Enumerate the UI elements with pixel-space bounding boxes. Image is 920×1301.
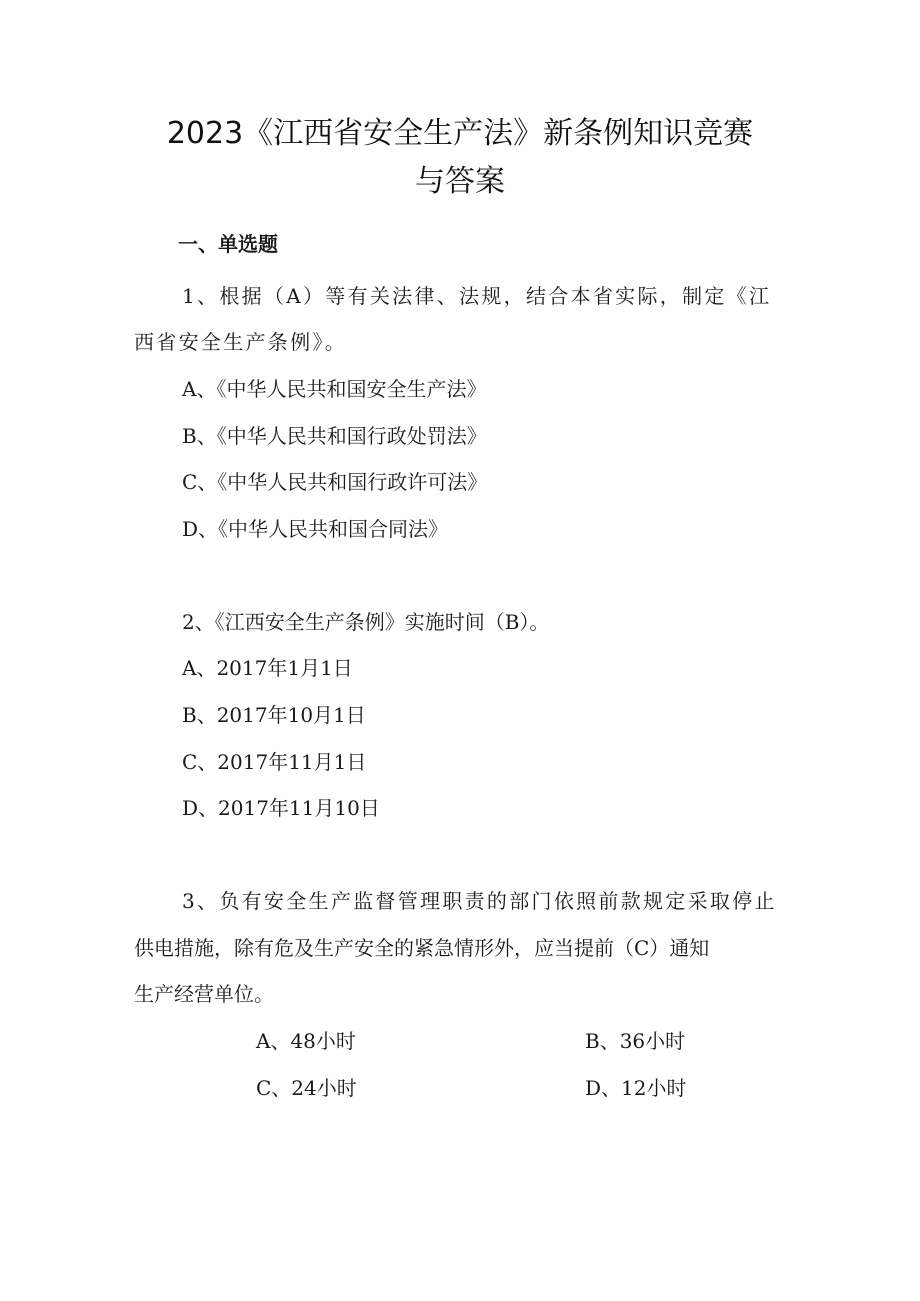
question-1-option-a: A、《中华人民共和国安全生产法》: [182, 377, 487, 401]
question-2-option-d: D、2017年11月10日: [182, 796, 380, 820]
question-3-option-a: A、48小时: [256, 1029, 356, 1053]
question-2-option-c: C、2017年11月1日: [182, 750, 367, 774]
question-2-option-b: B、2017年10月1日: [182, 703, 366, 727]
question-1-option-d: D、《中华人民共和国合同法》: [182, 517, 449, 541]
question-1-line-2: 西省安全生产条例》。: [134, 330, 347, 354]
question-3-option-d: D、12小时: [585, 1076, 687, 1100]
question-3-line-3: 生产经营单位。: [134, 982, 274, 1006]
question-2-option-a: A、2017年1月1日: [182, 656, 353, 680]
question-3-line-1: 3、负有安全生产监督管理职责的部门依照前款规定采取停止: [182, 889, 777, 913]
document-title-line-1: 2023《江西省安全生产法》新条例知识竞赛: [166, 116, 754, 151]
question-1-option-c: C、《中华人民共和国行政许可法》: [182, 470, 488, 494]
question-3-line-2: 供电措施，除有危及生产安全的紧急情形外，应当提前（C）通知: [134, 936, 710, 960]
document-title-line-2: 与答案: [415, 164, 505, 199]
question-2-line-1: 2、《江西安全生产条例》实施时间（B）。: [182, 610, 550, 634]
question-3-option-b: B、36小时: [585, 1029, 686, 1053]
section-heading: 一、单选题: [178, 232, 278, 256]
question-1-option-b: B、《中华人民共和国行政处罚法》: [182, 424, 487, 448]
question-3-option-c: C、24小时: [256, 1076, 357, 1100]
question-1-line-1: 1、根据（A）等有关法律、法规，结合本省实际，制定《江: [182, 284, 772, 308]
